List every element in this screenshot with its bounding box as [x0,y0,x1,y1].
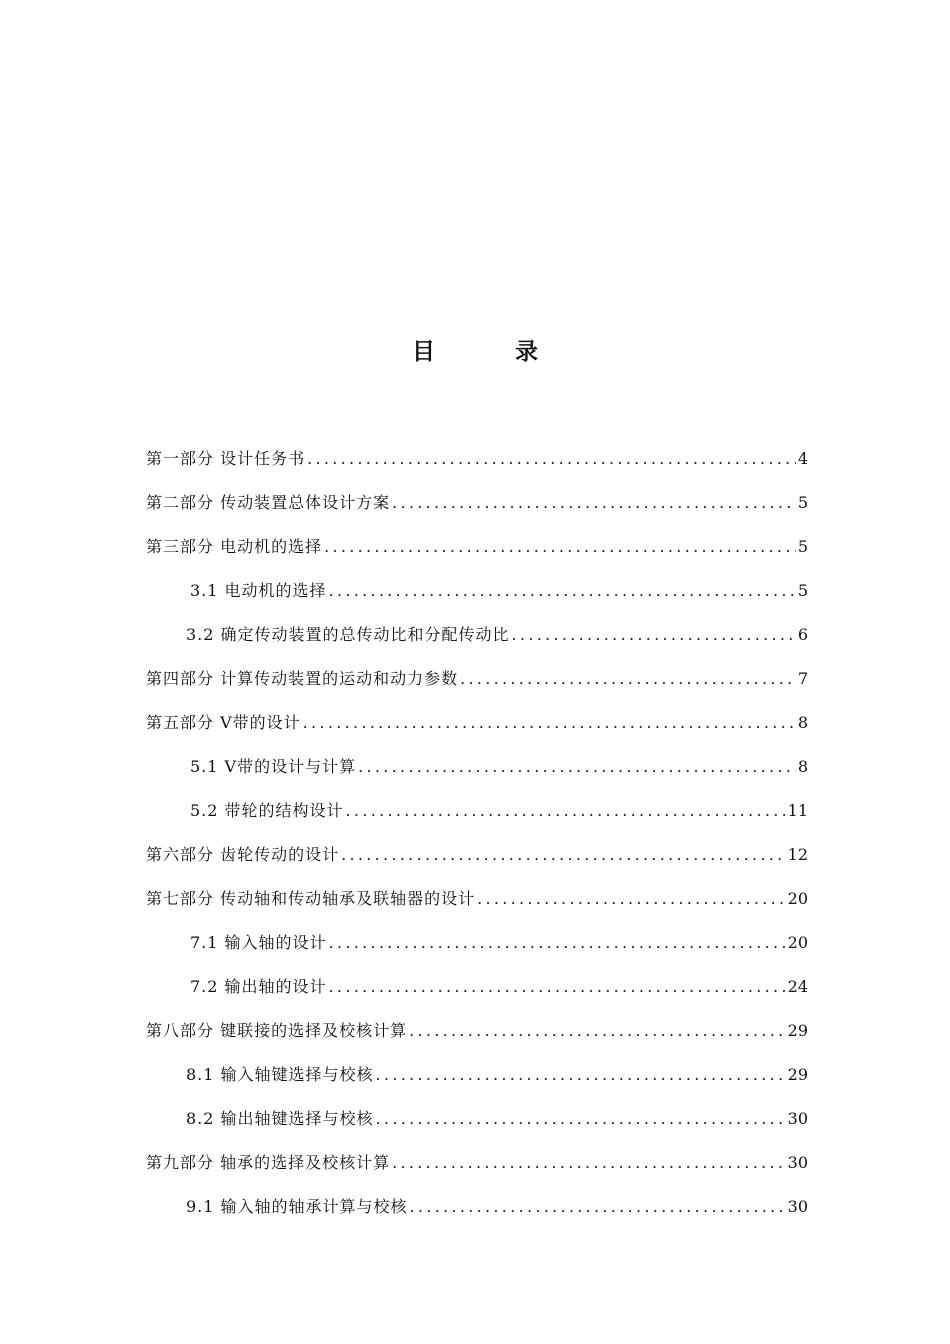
toc-entry[interactable] [146,660,808,704]
toc-entry-label: 7.1 输入轴的设计 [190,933,327,952]
toc-entry-page: 20 [787,889,808,908]
toc-dot-leader [410,1188,786,1226]
toc-entry-page: 24 [787,977,808,996]
toc-entry-label: 第三部分 电动机的选择 [146,537,323,556]
toc-entry[interactable] [146,484,808,528]
toc-title: 目 录 [411,338,574,365]
toc-entry-page: 8 [797,713,808,732]
toc-entry[interactable] [146,1144,808,1188]
toc-entry-label: 5.2 带轮的结构设计 [190,801,344,820]
toc-entry-page: 30 [787,1109,808,1128]
toc-entry-page: 29 [787,1021,808,1040]
table-of-contents [146,440,808,1232]
toc-entry-label: 5.1 V带的设计与计算 [190,757,357,776]
toc-entry[interactable] [146,572,808,616]
toc-entry[interactable] [146,968,808,1012]
toc-entry[interactable] [146,1012,808,1056]
toc-entry-page: 11 [787,801,808,820]
toc-dot-leader [329,968,786,1006]
toc-entry-page: 30 [787,1153,808,1172]
toc-entry-page: 12 [787,845,808,864]
toc-entry-label: 第二部分 传动装置总体设计方案 [146,493,391,512]
toc-entry-page: 7 [797,669,808,688]
toc-entry-page: 6 [797,625,808,644]
toc-entry-label: 第一部分 设计任务书 [146,449,306,468]
toc-entry[interactable] [146,880,808,924]
toc-entry-label: 第四部分 计算传动装置的运动和动力参数 [146,669,459,688]
toc-entry[interactable] [146,748,808,792]
toc-dot-leader [329,572,796,610]
toc-dot-leader [392,1144,786,1182]
toc-entry-label: 7.2 输出轴的设计 [190,977,327,996]
toc-entry-label: 8.2 输出轴键选择与校核 [186,1109,374,1128]
toc-entry[interactable] [146,1188,808,1232]
toc-entry-page: 5 [797,537,808,556]
toc-dot-leader [358,748,796,786]
toc-entry[interactable] [146,1056,808,1100]
toc-entry[interactable] [146,616,808,660]
toc-dot-leader [392,484,796,522]
toc-entry[interactable] [146,792,808,836]
toc-dot-leader [303,704,796,742]
toc-entry-label: 3.1 电动机的选择 [190,581,327,600]
toc-entry[interactable] [146,704,808,748]
toc-entry-page: 20 [787,933,808,952]
toc-dot-leader [346,792,786,830]
toc-entry[interactable] [146,836,808,880]
toc-entry-page: 5 [797,581,808,600]
toc-dot-leader [477,880,786,918]
toc-entry-label: 第五部分 V带的设计 [146,713,301,732]
toc-entry[interactable] [146,528,808,572]
toc-entry-label: 8.1 输入轴键选择与校核 [186,1065,374,1084]
toc-dot-leader [460,660,796,698]
toc-entry-page: 5 [797,493,808,512]
toc-entry-label: 第八部分 键联接的选择及校核计算 [146,1021,408,1040]
toc-entry-label: 3.2 确定传动装置的总传动比和分配传动比 [186,625,510,644]
toc-entry-label: 第九部分 轴承的选择及校核计算 [146,1153,391,1172]
toc-entry-label: 第六部分 齿轮传动的设计 [146,845,340,864]
toc-dot-leader [329,924,786,962]
toc-dot-leader [409,1012,786,1050]
toc-dot-leader [324,528,796,566]
toc-entry-page: 8 [797,757,808,776]
toc-dot-leader [341,836,786,874]
toc-dot-leader [307,440,796,478]
toc-entry[interactable] [146,440,808,484]
toc-entry-page: 4 [797,449,808,468]
toc-dot-leader [376,1056,786,1094]
toc-entry-label: 第七部分 传动轴和传动轴承及联轴器的设计 [146,889,476,908]
toc-dot-leader [376,1100,786,1138]
toc-entry-label: 9.1 输入轴的轴承计算与校核 [186,1197,408,1216]
toc-entry[interactable] [146,924,808,968]
toc-entry-page: 30 [787,1197,808,1216]
toc-dot-leader [512,616,796,654]
toc-entry-page: 29 [787,1065,808,1084]
toc-entry[interactable] [146,1100,808,1144]
